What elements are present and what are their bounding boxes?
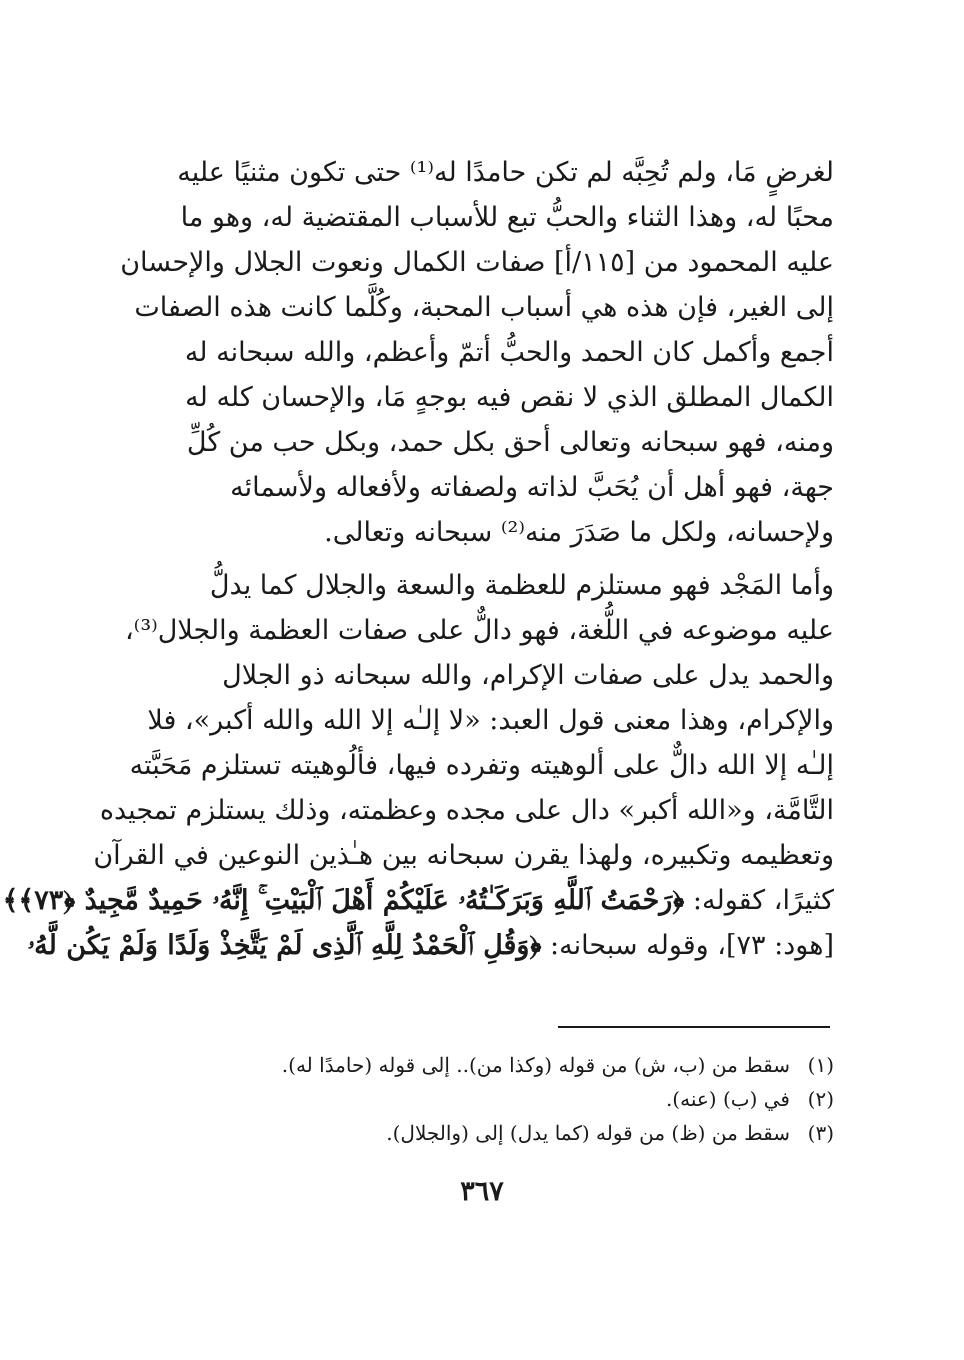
footnote-separator xyxy=(558,1026,830,1028)
footnote-text: سقط من (ظ) من قوله (كما يدل) إلى (والجلال). xyxy=(386,1121,790,1145)
text-line: أجمع وأكمل كان الحمد والحبُّ أتمّ وأعظم، والله سبحانه له xyxy=(184,337,834,368)
page-number: ٣٦٧ xyxy=(460,1176,504,1207)
footnote-marker: (١) xyxy=(807,1053,834,1077)
text-line: والإكرام، وهذا معنى قول العبد: «لا إلـٰه إلا الله والله أكبر»، فلا xyxy=(147,705,834,736)
text-line: محبًا له، وهذا الثناء والحبُّ تبع للأسباب المقتضية له، وهو ما xyxy=(180,202,834,233)
paragraph-2 xyxy=(2,563,834,968)
footnote-2 xyxy=(128,1082,834,1116)
text-line: إلى الغير، فإن هذه هي أسباب المحبة، وكُلَّما كانت هذه الصفات xyxy=(134,292,834,323)
text-line: وأما المَجْد فهو مستلزم للعظمة والسعة والجلال كما يدلُّ xyxy=(209,570,834,601)
footnote-text: في (ب) (عنه). xyxy=(665,1087,790,1111)
text-line: إلـٰه إلا الله دالٌّ على ألوهيته وتفرده فيها، فألُوهيته تستلزم مَحَبَّته xyxy=(129,750,834,781)
text-line: عليه المحمود من [١١٥/أ] صفات الكمال ونعوت الجلال والإحسان xyxy=(120,247,834,278)
text-line: عليه موضوعه في اللُّغة، فهو دالٌّ على صفات العظمة والجلال⁽³⁾، xyxy=(124,615,834,646)
footnote-marker: (٣) xyxy=(807,1121,834,1145)
main-text xyxy=(2,150,834,968)
footnote-1 xyxy=(128,1048,834,1082)
text-line: ومنه، فهو سبحانه وتعالى أحق بكل حمد، وبكل حب من كُلِّ xyxy=(186,427,834,458)
footnote-3 xyxy=(128,1116,834,1150)
verse-line xyxy=(27,923,834,968)
verse-intro: كثيرًا، كقوله: xyxy=(684,885,834,916)
text-line: وتعظيمه وتكبيره، ولهذا يقرن سبحانه بين هـٰذين النوعين في القرآن xyxy=(93,840,834,871)
paragraph-1 xyxy=(120,150,834,555)
text-line: لغرضٍ مَا، ولم تُحِبَّه لم تكن حامدًا له⁽¹⁾ حتى تكون مثنيًا عليه xyxy=(177,157,834,188)
text-line: جهة، فهو أهل أن يُحَبَّ لذاته ولصفاته ولأفعاله ولأسمائه xyxy=(230,472,834,503)
footnote-marker: (٢) xyxy=(807,1087,834,1111)
text-line: التَّامَّة، و«الله أكبر» دال على مجده وعظمته، وذلك يستلزم تمجيده xyxy=(99,795,834,826)
quran-verse: ﴿وَقُلِ ٱلْحَمْدُ لِلَّهِ ٱلَّذِى لَمْ يَتَّخِذْ وَلَدًا وَلَمْ يَكُن لَّهُۥ xyxy=(27,930,542,961)
quran-verse: ﴿رَحْمَتُ ٱللَّهِ وَبَرَكَـٰتُهُۥ عَلَيْكُمْ أَهْلَ ٱلْبَيْتِ ۚ إِنَّهُۥ حَمِيدٌ مَّجِيدٌ ﴿٧٣﴾﴾ xyxy=(2,885,685,916)
verse-line xyxy=(2,878,834,923)
footnote-text: سقط من (ب، ش) من قوله (وكذا من).. إلى قوله (حامدًا له). xyxy=(281,1053,790,1077)
verse-intro: [هود: ٧٣]، وقوله سبحانه: xyxy=(541,930,834,961)
text-line: والحمد يدل على صفات الإكرام، والله سبحانه ذو الجلال xyxy=(222,660,834,691)
footnotes xyxy=(128,1048,834,1150)
text-line: ولإحسانه، ولكل ما صَدَرَ منه⁽²⁾ سبحانه وتعالى. xyxy=(324,517,834,548)
text-line: الكمال المطلق الذي لا نقص فيه بوجهٍ مَا، والإحسان كله له xyxy=(185,382,834,413)
